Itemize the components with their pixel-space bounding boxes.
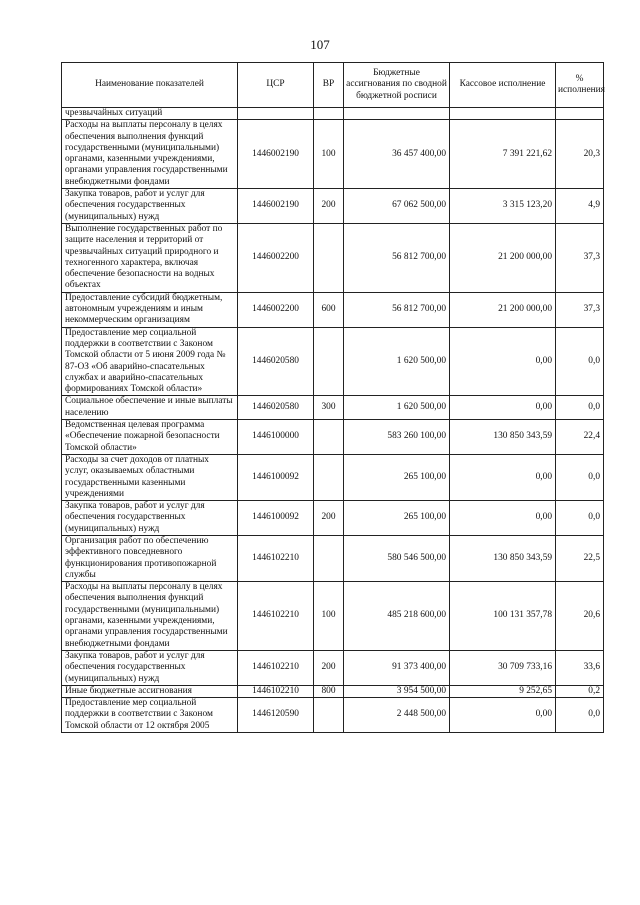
row-cash: 21 200 000,00 [450, 223, 556, 292]
row-csr: 1446120590 [238, 698, 314, 733]
row-name: Расходы за счет доходов от платных услуг, оказываемых областными государственными казенными учреждениями [62, 454, 238, 500]
row-csr: 1446002200 [238, 292, 314, 327]
row-budget: 583 260 100,00 [344, 420, 450, 455]
row-vr: 200 [314, 650, 344, 685]
table-row [62, 501, 604, 536]
table-row [62, 650, 604, 685]
header-vr: ВР [314, 63, 344, 108]
row-percent: 22,4 [556, 420, 604, 455]
row-csr: 1446100092 [238, 501, 314, 536]
row-percent: 0,2 [556, 685, 604, 697]
row-csr: 1446020580 [238, 327, 314, 396]
row-vr [314, 698, 344, 733]
table-row [62, 108, 604, 120]
row-vr: 100 [314, 120, 344, 189]
row-cash: 130 850 343,59 [450, 535, 556, 581]
row-vr: 300 [314, 396, 344, 420]
table-row [62, 582, 604, 651]
row-vr [314, 454, 344, 500]
row-name: Иные бюджетные ассигнования [62, 685, 238, 697]
row-cash: 0,00 [450, 327, 556, 396]
row-csr: 1446002200 [238, 223, 314, 292]
header-name: Наименование показателей [62, 63, 238, 108]
row-csr: 1446100000 [238, 420, 314, 455]
table-row [62, 327, 604, 396]
row-vr [314, 223, 344, 292]
row-vr: 200 [314, 501, 344, 536]
row-budget: 36 457 400,00 [344, 120, 450, 189]
row-csr: 1446020580 [238, 396, 314, 420]
header-budget: Бюджетные ассигнования по сводной бюджетной росписи [344, 63, 450, 108]
row-vr [314, 327, 344, 396]
row-percent [556, 108, 604, 120]
row-name: Предоставление мер социальной поддержки в соответствии с Законом Томской области от 5 июня 2009 года № 87-ОЗ «Об аварийно-спасательных службах и аварийно-спасательных формированиях Томской области» [62, 327, 238, 396]
row-percent: 0,0 [556, 396, 604, 420]
row-name: Выполнение государственных работ по защите населения и территорий от чрезвычайных ситуаций природного и техногенного характера, включая обеспечение безопасности на водных объектах [62, 223, 238, 292]
header-percent: % исполнения [556, 63, 604, 108]
row-budget: 485 218 600,00 [344, 582, 450, 651]
row-cash: 0,00 [450, 698, 556, 733]
row-budget: 2 448 500,00 [344, 698, 450, 733]
row-budget: 265 100,00 [344, 454, 450, 500]
row-csr: 1446102210 [238, 582, 314, 651]
row-cash: 100 131 357,78 [450, 582, 556, 651]
row-name: Ведомственная целевая программа «Обеспечение пожарной безопасности Томской области» [62, 420, 238, 455]
row-vr: 200 [314, 189, 344, 224]
row-budget: 91 373 400,00 [344, 650, 450, 685]
row-name: Предоставление субсидий бюджетным, автономным учреждениям и иным некоммерческим организациям [62, 292, 238, 327]
row-cash: 0,00 [450, 501, 556, 536]
row-budget: 1 620 500,00 [344, 396, 450, 420]
row-cash: 3 315 123,20 [450, 189, 556, 224]
row-cash: 30 709 733,16 [450, 650, 556, 685]
row-csr: 1446002190 [238, 189, 314, 224]
row-vr [314, 535, 344, 581]
row-percent: 37,3 [556, 223, 604, 292]
row-budget: 56 812 700,00 [344, 223, 450, 292]
header-cash: Кассовое исполнение [450, 63, 556, 108]
row-cash [450, 108, 556, 120]
row-vr [314, 108, 344, 120]
row-name: чрезвычайных ситуаций [62, 108, 238, 120]
row-percent: 0,0 [556, 327, 604, 396]
row-name: Предоставление мер социальной поддержки в соответствии с Законом Томской области от 12 октября 2005 [62, 698, 238, 733]
row-name: Закупка товаров, работ и услуг для обеспечения государственных (муниципальных) нужд [62, 650, 238, 685]
row-vr: 600 [314, 292, 344, 327]
row-percent: 0,0 [556, 454, 604, 500]
row-cash: 7 391 221,62 [450, 120, 556, 189]
row-csr: 1446100092 [238, 454, 314, 500]
row-name: Расходы на выплаты персоналу в целях обеспечения выполнения функций государственными (муниципальными) органами, казенными учреждениями, органами управления государственными внебюджетными фондами [62, 120, 238, 189]
row-csr [238, 108, 314, 120]
table-row [62, 120, 604, 189]
table-row [62, 189, 604, 224]
row-cash: 0,00 [450, 396, 556, 420]
page-number: 107 [310, 37, 330, 52]
row-percent: 22,5 [556, 535, 604, 581]
row-percent: 4,9 [556, 189, 604, 224]
row-vr [314, 420, 344, 455]
row-budget: 56 812 700,00 [344, 292, 450, 327]
row-name: Организация работ по обеспечению эффективного повседневного функционирования противопожарной службы [62, 535, 238, 581]
row-vr: 800 [314, 685, 344, 697]
table-row [62, 685, 604, 697]
row-name: Закупка товаров, работ и услуг для обеспечения государственных (муниципальных) нужд [62, 501, 238, 536]
budget-table [61, 62, 604, 733]
header-csr: ЦСР [238, 63, 314, 108]
row-csr: 1446102210 [238, 535, 314, 581]
row-percent: 20,3 [556, 120, 604, 189]
row-name: Закупка товаров, работ и услуг для обеспечения государственных (муниципальных) нужд [62, 189, 238, 224]
table-row [62, 223, 604, 292]
row-cash: 21 200 000,00 [450, 292, 556, 327]
table-row [62, 420, 604, 455]
row-budget [344, 108, 450, 120]
row-cash: 130 850 343,59 [450, 420, 556, 455]
row-vr: 100 [314, 582, 344, 651]
row-csr: 1446002190 [238, 120, 314, 189]
row-percent: 20,6 [556, 582, 604, 651]
header-row [62, 63, 604, 108]
row-percent: 0,0 [556, 698, 604, 733]
table-row [62, 698, 604, 733]
table-row [62, 396, 604, 420]
row-budget: 265 100,00 [344, 501, 450, 536]
row-name: Социальное обеспечение и иные выплаты населению [62, 396, 238, 420]
row-csr: 1446102210 [238, 650, 314, 685]
row-cash: 9 252,65 [450, 685, 556, 697]
table-row [62, 535, 604, 581]
row-percent: 33,6 [556, 650, 604, 685]
row-budget: 580 546 500,00 [344, 535, 450, 581]
row-budget: 1 620 500,00 [344, 327, 450, 396]
row-budget: 67 062 500,00 [344, 189, 450, 224]
row-percent: 37,3 [556, 292, 604, 327]
row-name: Расходы на выплаты персоналу в целях обеспечения выполнения функций государственными (муниципальными) органами, казенными учреждениями, органами управления государственными внебюджетными фондами [62, 582, 238, 651]
row-csr: 1446102210 [238, 685, 314, 697]
row-percent: 0,0 [556, 501, 604, 536]
row-budget: 3 954 500,00 [344, 685, 450, 697]
table-row [62, 454, 604, 500]
row-cash: 0,00 [450, 454, 556, 500]
table-row [62, 292, 604, 327]
